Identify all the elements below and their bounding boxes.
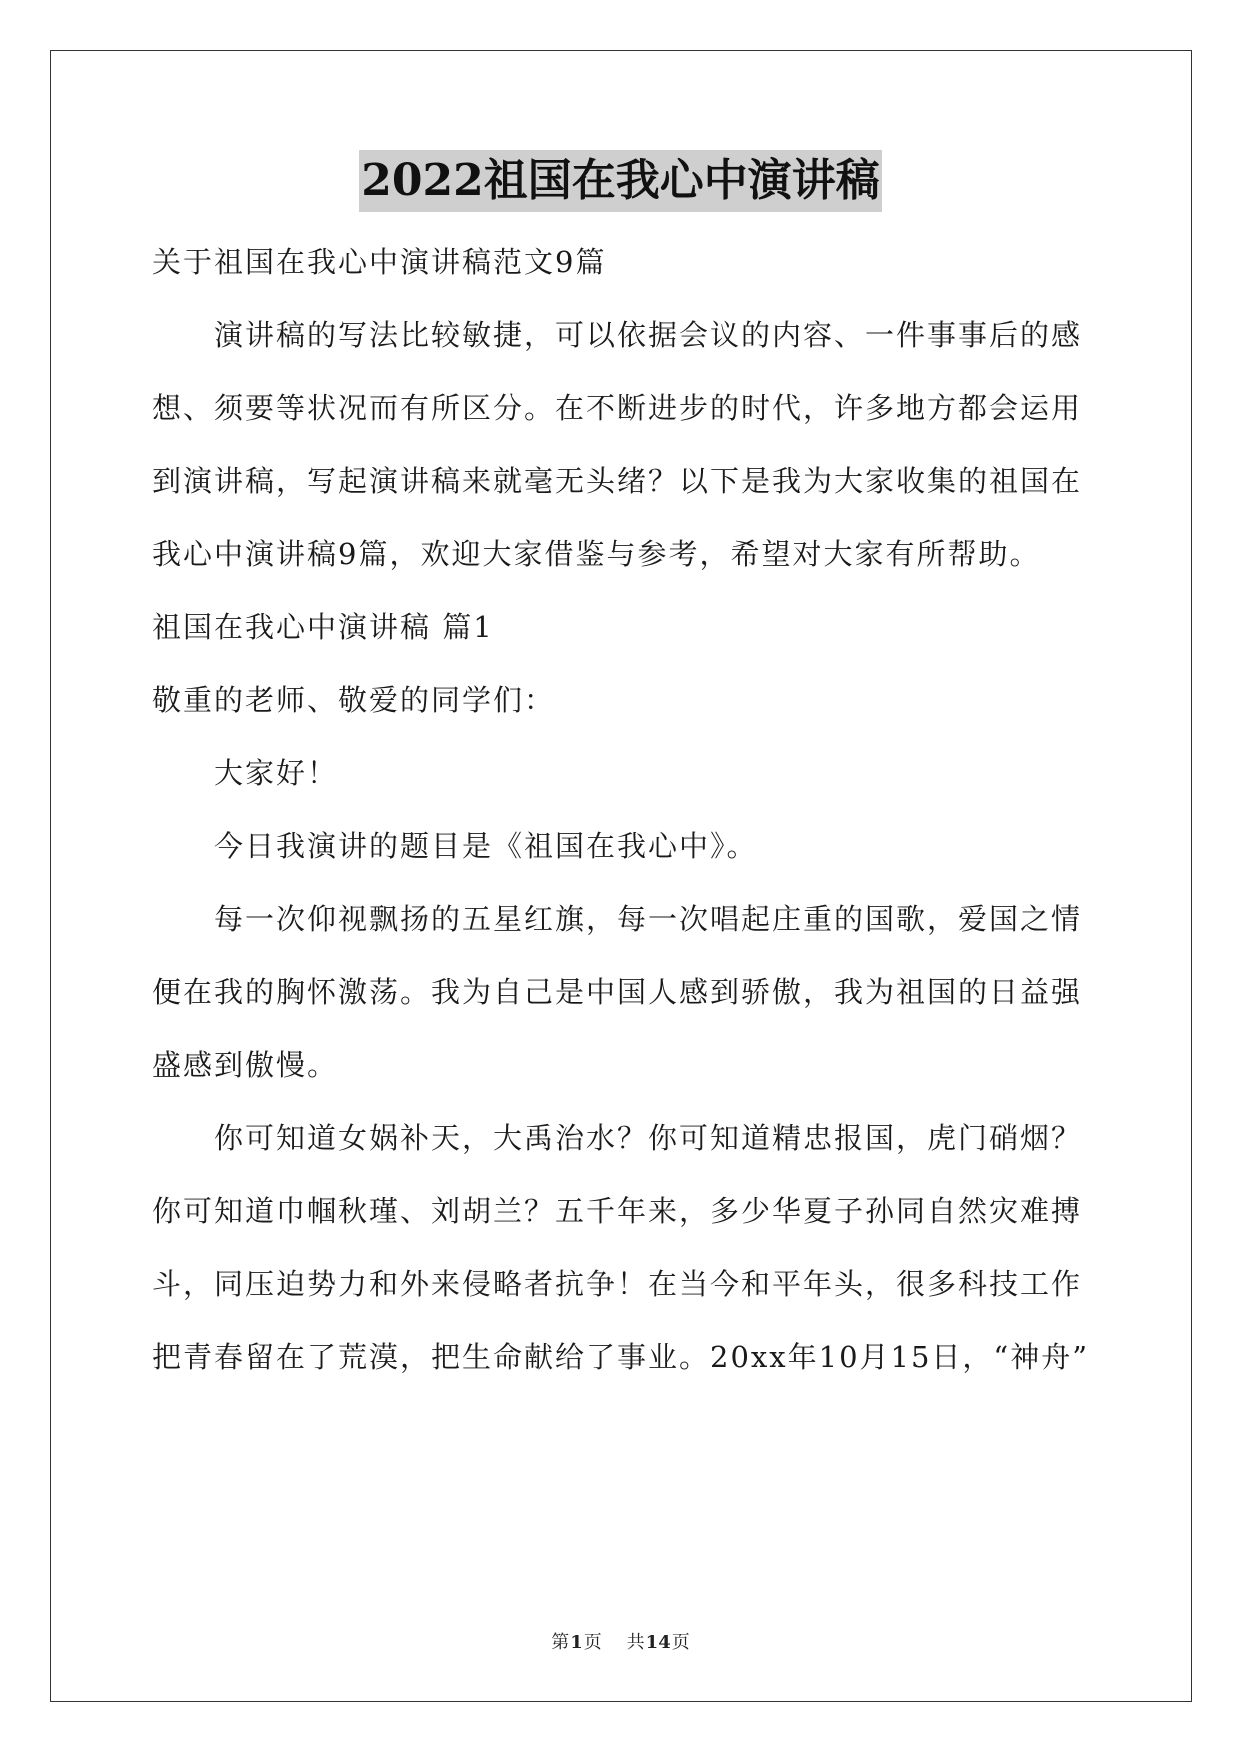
footer-total-pages: 14 <box>645 1632 671 1653</box>
page-border <box>50 50 1192 1702</box>
salutation: 敬重的老师、敬爱的同学们： <box>152 683 556 717</box>
paragraph-line: 今日我演讲的题目是《祖国在我心中》。 <box>214 829 758 863</box>
subtitle-line: 关于祖国在我心中演讲稿范文9篇 <box>152 245 607 279</box>
greeting: 大家好！ <box>214 756 339 790</box>
paragraph-line: 演讲稿的写法比较敏捷，可以依据会议的内容、一件事事后的感 <box>214 318 1083 352</box>
footer-page-suffix: 页 <box>583 1632 602 1653</box>
page-footer <box>0 1628 1241 1654</box>
footer-total-prefix: 共 <box>626 1632 645 1653</box>
document-title: 2022祖国在我心中演讲稿 <box>359 150 881 212</box>
paragraph-line: 把青春留在了荒漠，把生命献给了事业。20xx年10月15日，“神舟” <box>152 1340 1090 1374</box>
title-container <box>0 150 1241 212</box>
paragraph-line: 想、须要等状况而有所区分。在不断进步的时代，许多地方都会运用 <box>152 391 1083 425</box>
footer-prefix: 第 <box>551 1632 570 1653</box>
paragraph-line: 你可知道女娲补天，大禹治水？你可知道精忠报国，虎门硝烟？ <box>214 1121 1083 1155</box>
section-heading: 祖国在我心中演讲稿 篇1 <box>152 610 494 644</box>
paragraph-line: 每一次仰视飘扬的五星红旗，每一次唱起庄重的国歌，爱国之情 <box>214 902 1083 936</box>
paragraph-line: 便在我的胸怀激荡。我为自己是中国人感到骄傲，我为祖国的日益强 <box>152 975 1083 1009</box>
paragraph-line: 斗，同压迫势力和外来侵略者抗争！在当今和平年头，很多科技工作 <box>152 1267 1083 1301</box>
paragraph-line: 我心中演讲稿9篇，欢迎大家借鉴与参考，希望对大家有所帮助。 <box>152 537 1041 571</box>
paragraph-line: 盛感到傲慢。 <box>152 1048 339 1082</box>
footer-total-suffix: 页 <box>671 1632 690 1653</box>
footer-page-number: 1 <box>570 1632 583 1653</box>
paragraph-line: 你可知道巾帼秋瑾、刘胡兰？五千年来，多少华夏子孙同自然灾难搏 <box>152 1194 1083 1228</box>
paragraph-line: 到演讲稿，写起演讲稿来就毫无头绪？以下是我为大家收集的祖国在 <box>152 464 1083 498</box>
